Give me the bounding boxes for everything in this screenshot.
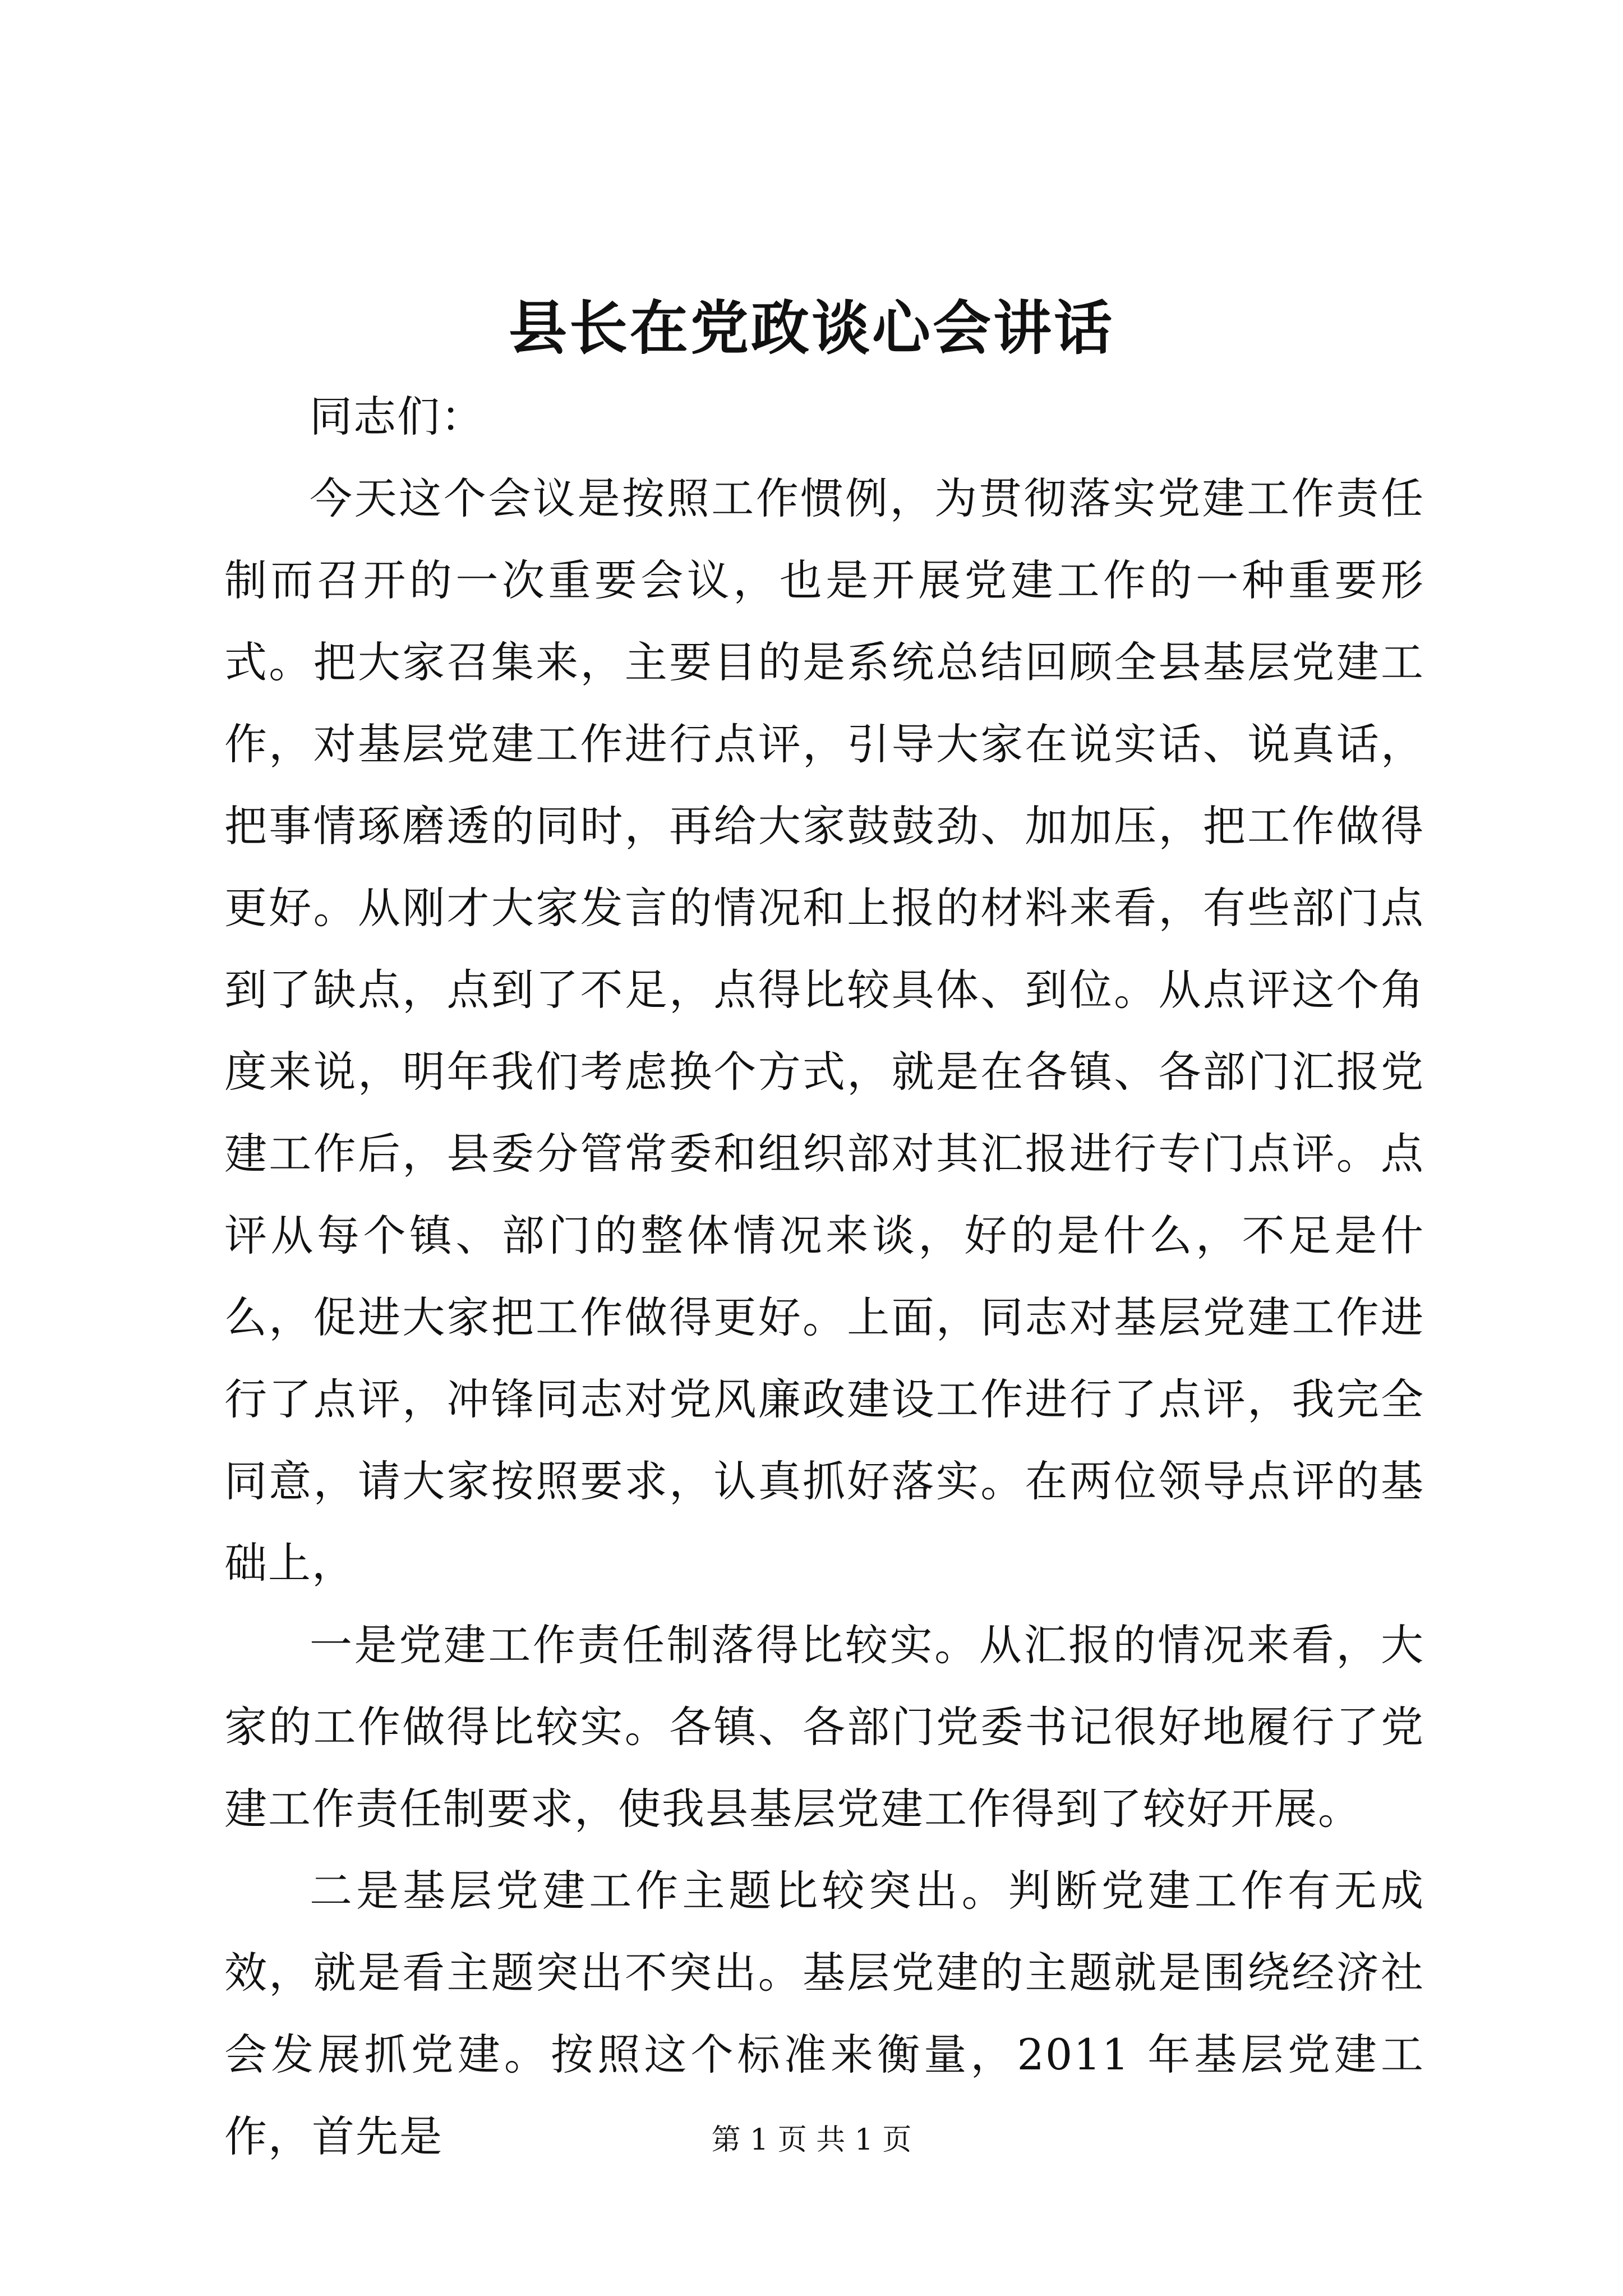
salutation-paragraph: 同志们：	[310, 392, 485, 441]
document-body	[224, 376, 1424, 2178]
document-title: 县长在党政谈心会讲话	[508, 293, 1114, 362]
body-paragraph: 一是党建工作责任制落得比较实。从汇报的情况来看，大家的工作做得比较实。各镇、各部门党委书记很好地履行了党建工作责任制要求，使我县基层党建工作得到了较好开展。	[224, 1620, 1424, 1834]
body-paragraph: 今天这个会议是按照工作惯例，为贯彻落实党建工作责任制而召开的一次重要会议，也是开展党建工作的一种重要形式。把大家召集来，主要目的是系统总结回顾全县基层党建工作，对基层党建工作进行点评，引导大家在说实话、说真话，把事情琢磨透的同时，再给大家鼓鼓劲、加加压，把工作做得更好。从刚才大家发言的情况和上报的材料来看，有些部门点到了缺点，点到了不足，点得比较具体、到位。从点评这个角度来说，明年我们考虑换个方式，就是在各镇、各部门汇报党建工作后，县委分管常委和组织部对其汇报进行专门点评。点评从每个镇、部门的整体情况来谈，好的是什么，不足是什么，促进大家把工作做得更好。上面，同志对基层党建工作进行了点评，冲锋同志对党风廉政建设工作进行了点评，我完全同意，请大家按照要求，认真抓好落实。在两位领导点评的基础上，	[224, 473, 1424, 1588]
body-paragraph: 二是基层党建工作主题比较突出。判断党建工作有无成效，就是看主题突出不突出。基层党建的主题就是围绕经济社会发展抓党建。按照这个标准来衡量，2011 年基层党建工作，首先是	[224, 1866, 1424, 2161]
page-footer: 第 1 页 共 1 页	[711, 2123, 912, 2157]
